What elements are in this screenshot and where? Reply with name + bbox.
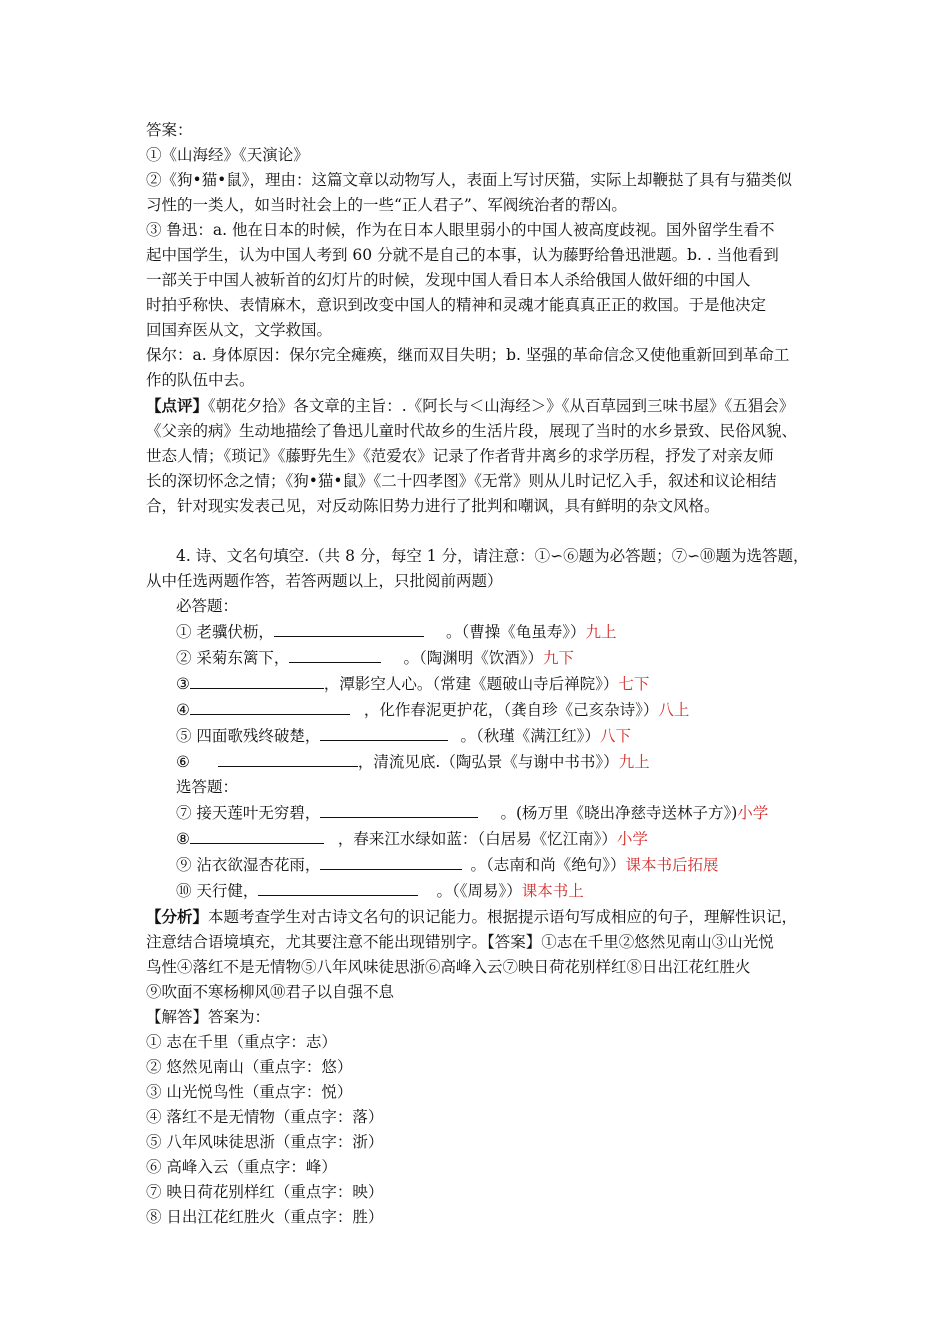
- grade-tag: 九上: [585, 623, 617, 641]
- item-prompt: ① 老骥伏枥，: [176, 623, 274, 641]
- blank-line: [320, 800, 478, 818]
- item-prompt: ④: [176, 701, 190, 719]
- spacer: [146, 519, 826, 544]
- blank-line: [320, 723, 448, 741]
- comment-line: 《父亲的病》生动地描绘了鲁迅儿童时代故乡的生活片段，展现了当时的水乡景致、民俗风貌、: [146, 422, 798, 440]
- analysis-line: 注意结合语境填充，尤其要注意不能出现错别字。【答案】①志在千里②悠然见南山③山光悦: [146, 933, 774, 951]
- item-source: 。（陶渊明《饮酒》）: [403, 649, 543, 667]
- comment-line: 长的深切怀念之情；《狗•猫•鼠》《二十四孝图》《无常》则从儿时记忆入手，叙述和议论相结: [146, 472, 777, 490]
- q4-intro-line: 从中任选两题作答，若答两题以上，只批阅前两题）: [146, 572, 503, 590]
- solution-item: ⑥ 高峰入云（重点字：峰）: [146, 1158, 337, 1176]
- blank-line: [190, 671, 324, 689]
- item-source: 。（《周易》）: [436, 882, 522, 900]
- fill-item: [146, 723, 826, 749]
- answer-q2-line: ②《狗•猫•鼠》，理由：这篇文章以动物写人，表面上写讨厌猫，实际上却鞭挞了具有与猫类似: [146, 171, 793, 189]
- blank-line: [274, 619, 424, 637]
- optional-label: 选答题：: [176, 778, 239, 796]
- grade-tag: 小学: [616, 830, 648, 848]
- comment-text: 《朝花夕拾》各文章的主旨：.《阿长与＜山海经＞》《从百草园到三味书屋》《五猖会》: [208, 397, 795, 415]
- solution-item: ④ 落红不是无情物（重点字：落）: [146, 1108, 384, 1126]
- item-source: ，春来江水绿如蓝：（白居易《忆江南》）: [337, 830, 617, 848]
- comment-line: 世态人情；《琐记》《藤野先生》《范爱农》记录了作者背井离乡的求学历程，抒发了对亲友师: [146, 447, 774, 465]
- analysis-text: 本题考查学生对古诗文名句的识记能力。根据提示语句写成相应的句子，理解性识记，: [208, 908, 798, 926]
- fill-item: [146, 826, 826, 852]
- solution-item: ⑤ 八年风味徒思浙（重点字：浙）: [146, 1133, 384, 1151]
- required-label: 必答题：: [176, 597, 239, 615]
- item-source: ，化作春泥更护花，（龚自珍《己亥杂诗》）: [363, 701, 659, 719]
- item-prompt: ⑦ 接天莲叶无穷碧，: [176, 804, 321, 822]
- solution-item: ① 志在千里（重点字：志）: [146, 1033, 337, 1051]
- fill-item: [146, 852, 826, 878]
- analysis-line: 鸟性④落红不是无情物⑤八年风味徒思浙⑥高峰入云⑦映日荷花别样红⑧日出江花红胜火: [146, 958, 751, 976]
- grade-tag: 九上: [618, 753, 650, 771]
- analysis-line: [146, 904, 826, 930]
- fill-item: [146, 878, 826, 904]
- item-source: 。(杨万里《晓出净慈寺送林子方》): [500, 804, 738, 822]
- item-prompt: ⑩ 天行健，: [176, 882, 259, 900]
- solution-item: ⑦ 映日荷花别样红（重点字：映）: [146, 1183, 384, 1201]
- analysis-label: 【分析】: [146, 907, 209, 926]
- grade-tag: 课本书后拓展: [625, 856, 719, 874]
- grade-tag: 九下: [542, 649, 574, 667]
- document-page: [146, 118, 826, 1230]
- fill-item: [146, 800, 826, 826]
- grade-tag: 七下: [618, 675, 650, 693]
- item-source: ，潭影空人心。（常建《题破山寺后禅院》）: [323, 675, 619, 693]
- analysis-line: ⑨吹面不寒杨柳风⑩君子以自强不息: [146, 983, 395, 1001]
- fill-item: [146, 645, 826, 671]
- fill-item: [146, 619, 826, 645]
- q4-intro-line: 4. 诗、文名句填空.（共 8 分，每空 1 分，请注意：①∽⑥题为必答题；⑦∽⑩题为选答题，: [176, 547, 809, 565]
- blank-line: [190, 826, 324, 844]
- answer-q1: ①《山海经》《天演论》: [146, 146, 309, 164]
- answer-q2-line: 习性的一类人，如当时社会上的一些“正人君子”、军阀统治者的帮凶。: [146, 196, 627, 214]
- answer-q3-line: 时拍乎称快、表情麻木，意识到改变中国人的精神和灵魂才能真真正正的救国。于是他决定: [146, 296, 767, 314]
- item-prompt: ⑨ 沾衣欲湿杏花雨，: [176, 856, 321, 874]
- blank-line: [218, 749, 358, 767]
- answer-q3-line: ③ 鲁迅：a. 他在日本的时候，作为在日本人眼里弱小的中国人被高度歧视。国外留学生看不: [146, 221, 775, 239]
- item-prompt: ③: [176, 675, 190, 693]
- answer-baoer-line: 保尔：a. 身体原因：保尔完全瘫痪，继而双目失明；b. 坚强的革命信念又使他重新回到革命工: [146, 346, 790, 364]
- solution-item: ② 悠然见南山（重点字：悠）: [146, 1058, 353, 1076]
- item-prompt: ⑧: [176, 830, 190, 848]
- fill-item: [146, 749, 826, 775]
- answer-q3-line: 一部关于中国人被斩首的幻灯片的时候，发现中国人看日本人杀给俄国人做奸细的中国人: [146, 271, 751, 289]
- answer-q3-line: 回国弃医从文，文学救国。: [146, 321, 333, 339]
- solution-item: ③ 山光悦鸟性（重点字：悦）: [146, 1083, 353, 1101]
- item-prompt: ⑥: [176, 753, 190, 771]
- item-prompt: ② 采菊东篱下，: [176, 649, 290, 667]
- answer-q3-line: 起中国学生，认为中国人考到 60 分就不是自己的本事，认为藤野给鲁迅泄题。b. . 当他看到: [146, 246, 779, 264]
- blank-line: [190, 697, 350, 715]
- item-source: 。（秋瑾《满江红》）: [460, 727, 600, 745]
- item-source: ，清流见底.（陶弘景《与谢中书书》）: [357, 753, 619, 771]
- comment-line: 合，针对现实发表己见，对反动陈旧势力进行了批判和嘲讽，具有鲜明的杂文风格。: [146, 497, 720, 515]
- fill-item: [146, 671, 826, 697]
- fill-item: [146, 697, 826, 723]
- blank-line: [289, 645, 381, 663]
- item-prompt: ⑤ 四面歌残终破楚，: [176, 727, 321, 745]
- item-source: 。（志南和尚《绝句》）: [470, 856, 626, 874]
- grade-tag: 课本书上: [521, 882, 584, 900]
- answer-title: 答案：: [146, 121, 193, 139]
- comment-line: [146, 393, 826, 419]
- answer-baoer-line: 作的队伍中去。: [146, 371, 255, 389]
- comment-label: 【点评】: [146, 396, 209, 415]
- blank-line: [258, 878, 418, 896]
- grade-tag: 八上: [658, 701, 690, 719]
- grade-tag: 八下: [599, 727, 631, 745]
- grade-tag: 小学: [737, 804, 769, 822]
- item-source: 。（曹操《龟虽寿》）: [445, 623, 586, 641]
- blank-line: [320, 852, 462, 870]
- solution-label: 【解答】答案为：: [146, 1008, 271, 1026]
- solution-item: ⑧ 日出江花红胜火（重点字：胜）: [146, 1208, 384, 1226]
